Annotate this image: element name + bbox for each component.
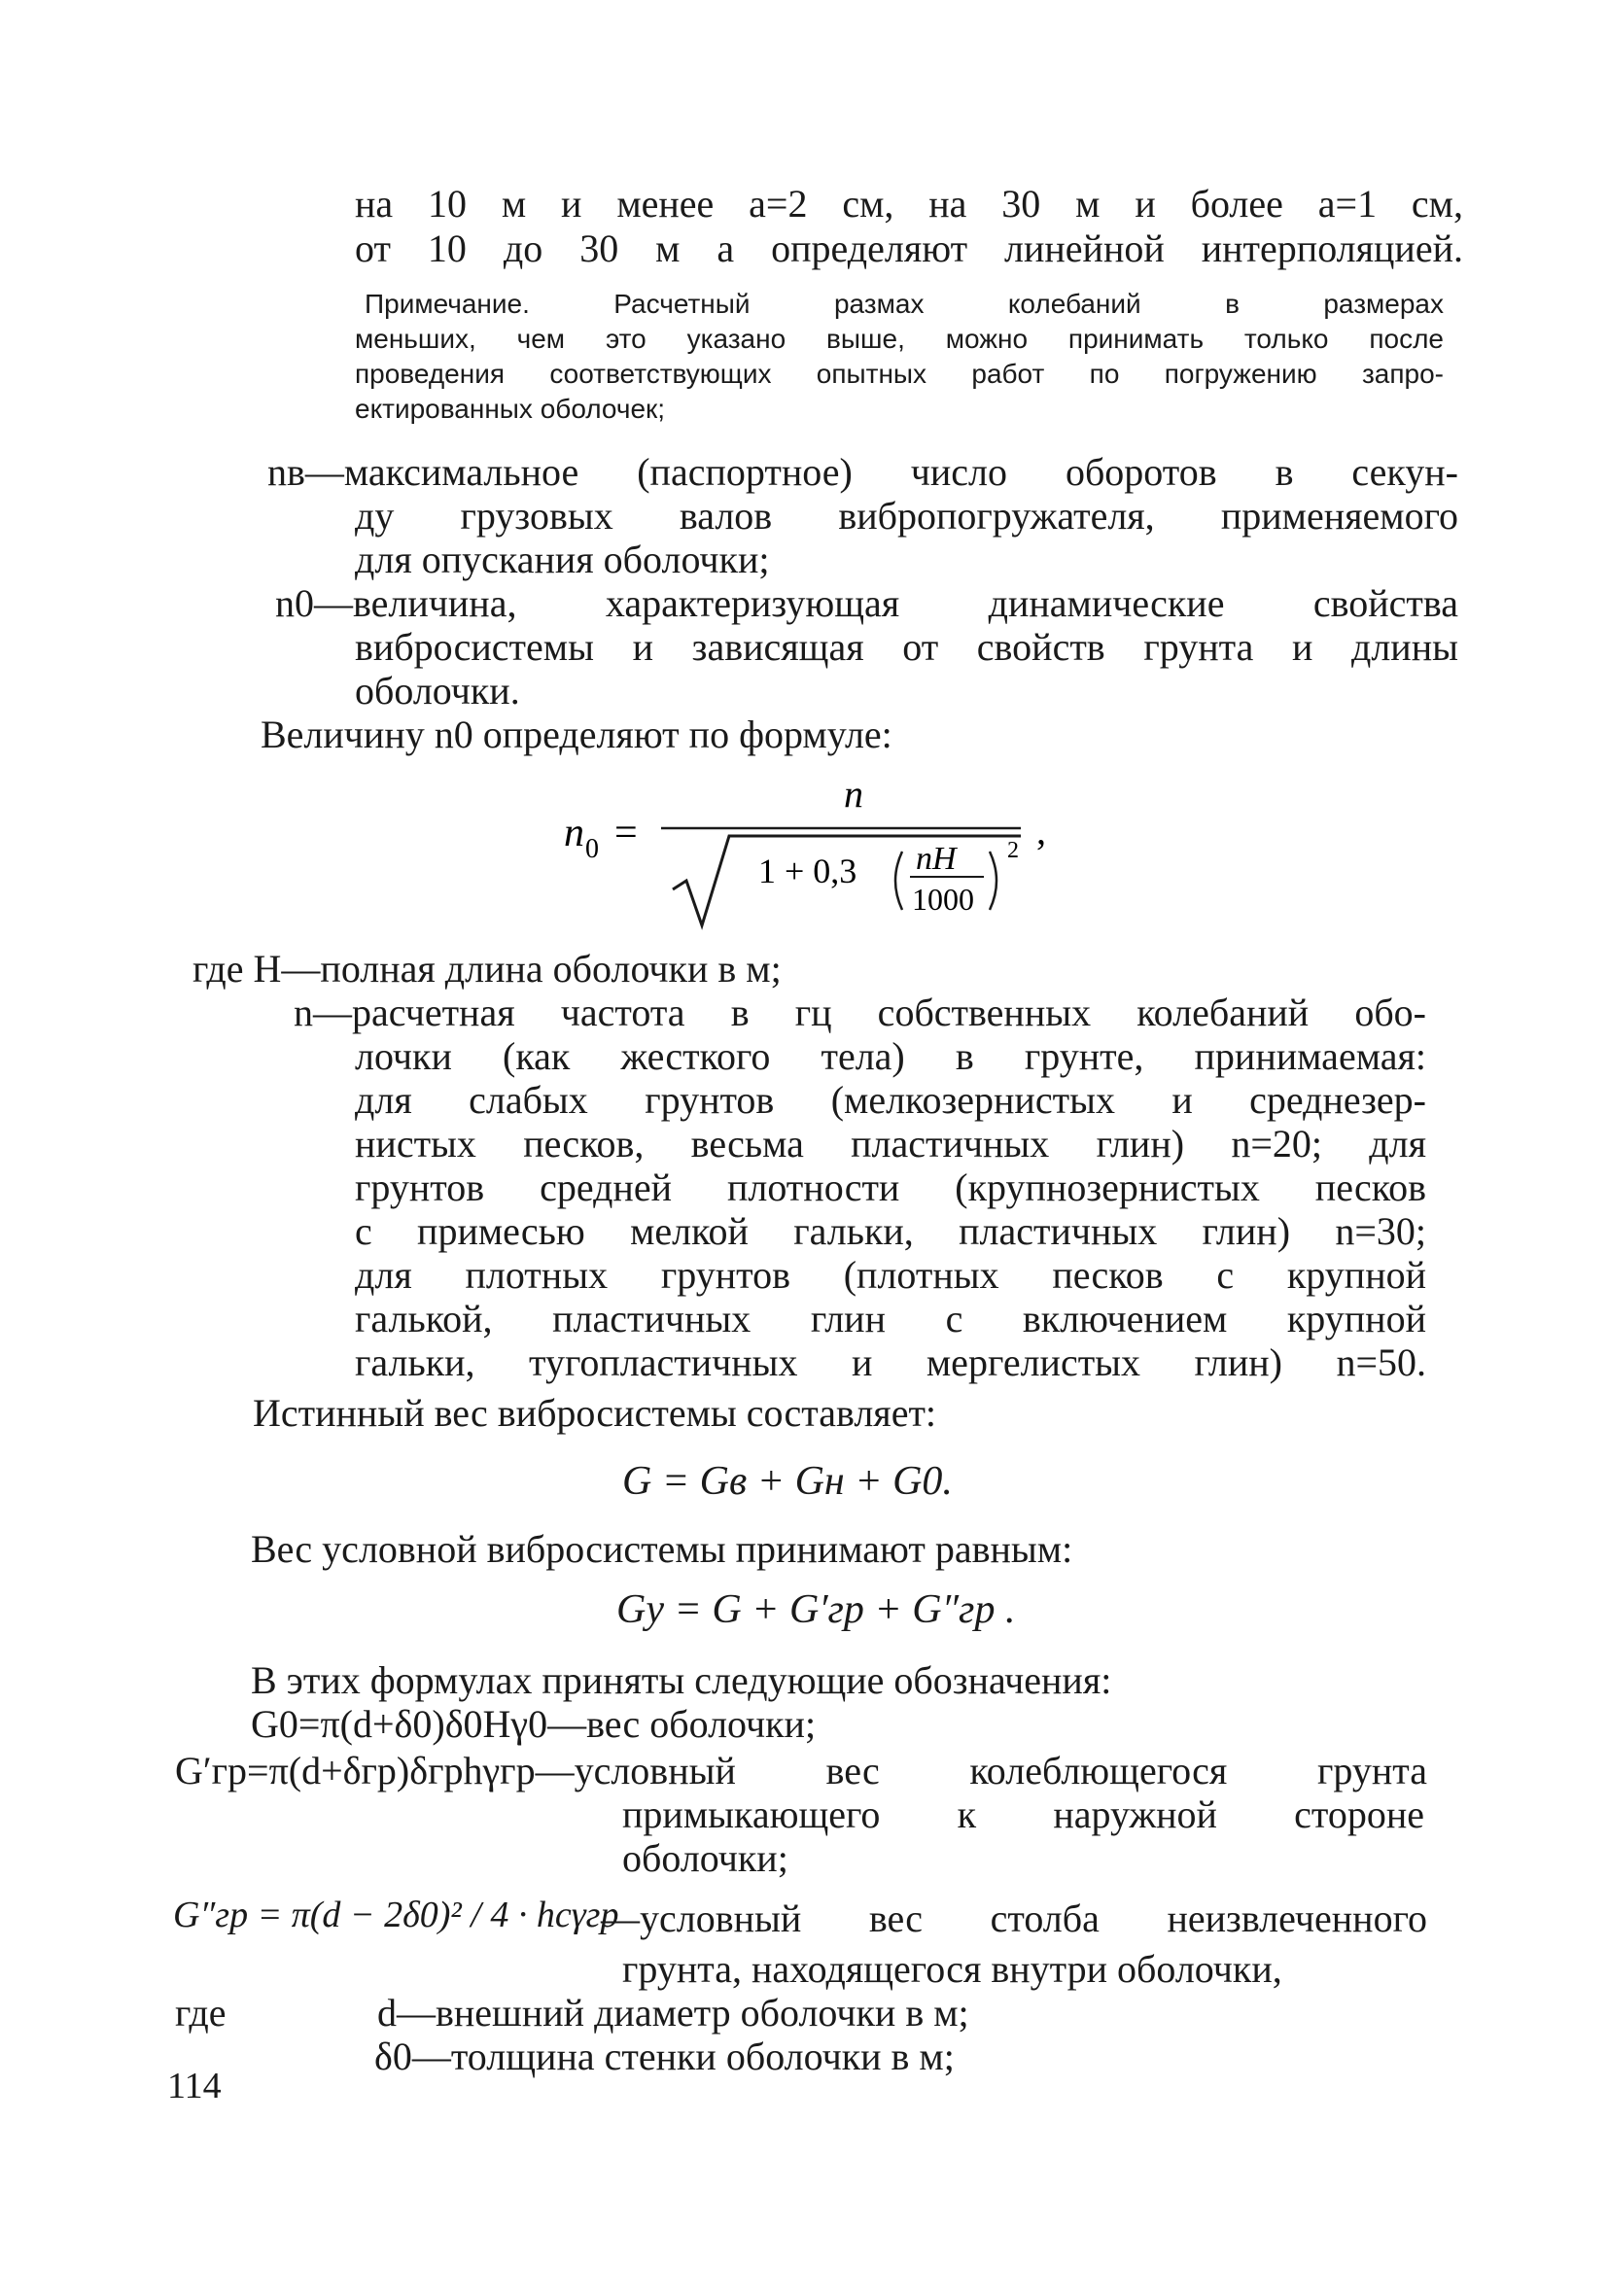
formula-frac-den: 1000 <box>912 882 974 917</box>
text-line: Вес условной вибросистемы принимают равным: <box>251 1527 1073 1571</box>
text-line: лочки (как жесткого тела) в грунте, принимаемая: <box>355 1034 1426 1078</box>
text-line: δ0—толщина стенки оболочки в м; <box>374 2035 955 2078</box>
text-line: оболочки; <box>622 1836 788 1880</box>
text-line: —условный вес столба неизвлеченного <box>601 1896 1427 1940</box>
formula-lhs: n <box>564 811 584 855</box>
note-line: меньших, чем это указано выше, можно принимать только после <box>355 324 1444 354</box>
note-line: ектированных оболочек; <box>355 394 666 424</box>
text-line: для слабых грунтов (мелкозернистых и среднезер- <box>355 1078 1426 1122</box>
text-line: ду грузовых валов вибропогружателя, применяемого <box>355 494 1458 538</box>
paren-right <box>990 852 996 910</box>
formula-lhs-sub: 0 <box>585 834 599 864</box>
note-line: Примечание. Расчетный размах колебаний в размерах <box>365 289 1444 319</box>
text-line: Величину n0 определяют по формуле: <box>261 713 892 756</box>
text-line: n0—величина, характеризующая динамические свойства <box>275 581 1458 625</box>
formula-frac-num: nH <box>916 841 957 877</box>
text-line: для плотных грунтов (плотных песков с крупной <box>355 1253 1426 1297</box>
formula-root-text: 1 + 0,3 <box>758 852 857 890</box>
formula-ggr2: G″гр = π(d − 2δ0)² / 4 · hcγгр <box>173 1895 619 1935</box>
text-line: G′гр=π(d+δгр)δгрhγгр—условный вес колеблющегося грунта <box>175 1749 1427 1792</box>
text-line: от 10 до 30 м а определяют линейной интерполяцией. <box>355 226 1463 270</box>
text-line: грунта, находящегося внутри оболочки, <box>622 1947 1282 1991</box>
page-number: 114 <box>167 2066 222 2106</box>
text-line: нистых песков, весьма пластичных глин) n=20; для <box>355 1122 1426 1165</box>
text-line: nв—максимальное (паспортное) число оборотов в секун- <box>267 450 1458 494</box>
text-line: грунтов средней плотности (крупнозернистых песков <box>355 1165 1426 1209</box>
text-line: d—внешний диаметр оболочки в м; <box>377 1991 969 2035</box>
formula-trail: , <box>1036 809 1046 852</box>
text-line: G0=π(d+δ0)δ0Hγ0—вес оболочки; <box>251 1702 817 1746</box>
text-line: где <box>175 1991 227 2035</box>
text-line: В этих формулах приняты следующие обозначения: <box>251 1658 1112 1702</box>
formula-eq: = <box>614 811 638 855</box>
formula-g: G = Gв + Gн + G0. <box>622 1459 953 1504</box>
text-line: оболочки. <box>355 669 520 713</box>
text-line: с примесью мелкой гальки, пластичных глин) n=30; <box>355 1209 1426 1253</box>
text-line: Истинный вес вибросистемы составляет: <box>253 1391 937 1435</box>
text-line: n—расчетная частота в гц собственных колебаний обо- <box>294 991 1426 1034</box>
text-line: гальки, тугопластичных и мергелистых глин) n=50. <box>355 1340 1426 1384</box>
formula-numerator: n <box>844 772 863 816</box>
note-line: проведения соответствующих опытных работ по погружению запро- <box>355 359 1444 389</box>
formula-n0 <box>564 768 1069 933</box>
formula-power: 2 <box>1007 838 1019 863</box>
text-line: примыкающего к наружной стороне <box>622 1792 1424 1836</box>
paren-left <box>895 852 902 910</box>
text-line: для опускания оболочки; <box>355 538 770 581</box>
text-line: галькой, пластичных глин с включением крупной <box>355 1297 1426 1340</box>
text-line: на 10 м и менее a=2 см, на 30 м и более a=1 см, <box>355 182 1463 226</box>
text-line: где H—полная длина оболочки в м; <box>192 947 782 991</box>
text-line: вибросистемы и зависящая от свойств грунта и длины <box>355 625 1458 669</box>
formula-gy: Gу = G + G′гр + G″гр . <box>616 1587 1016 1632</box>
